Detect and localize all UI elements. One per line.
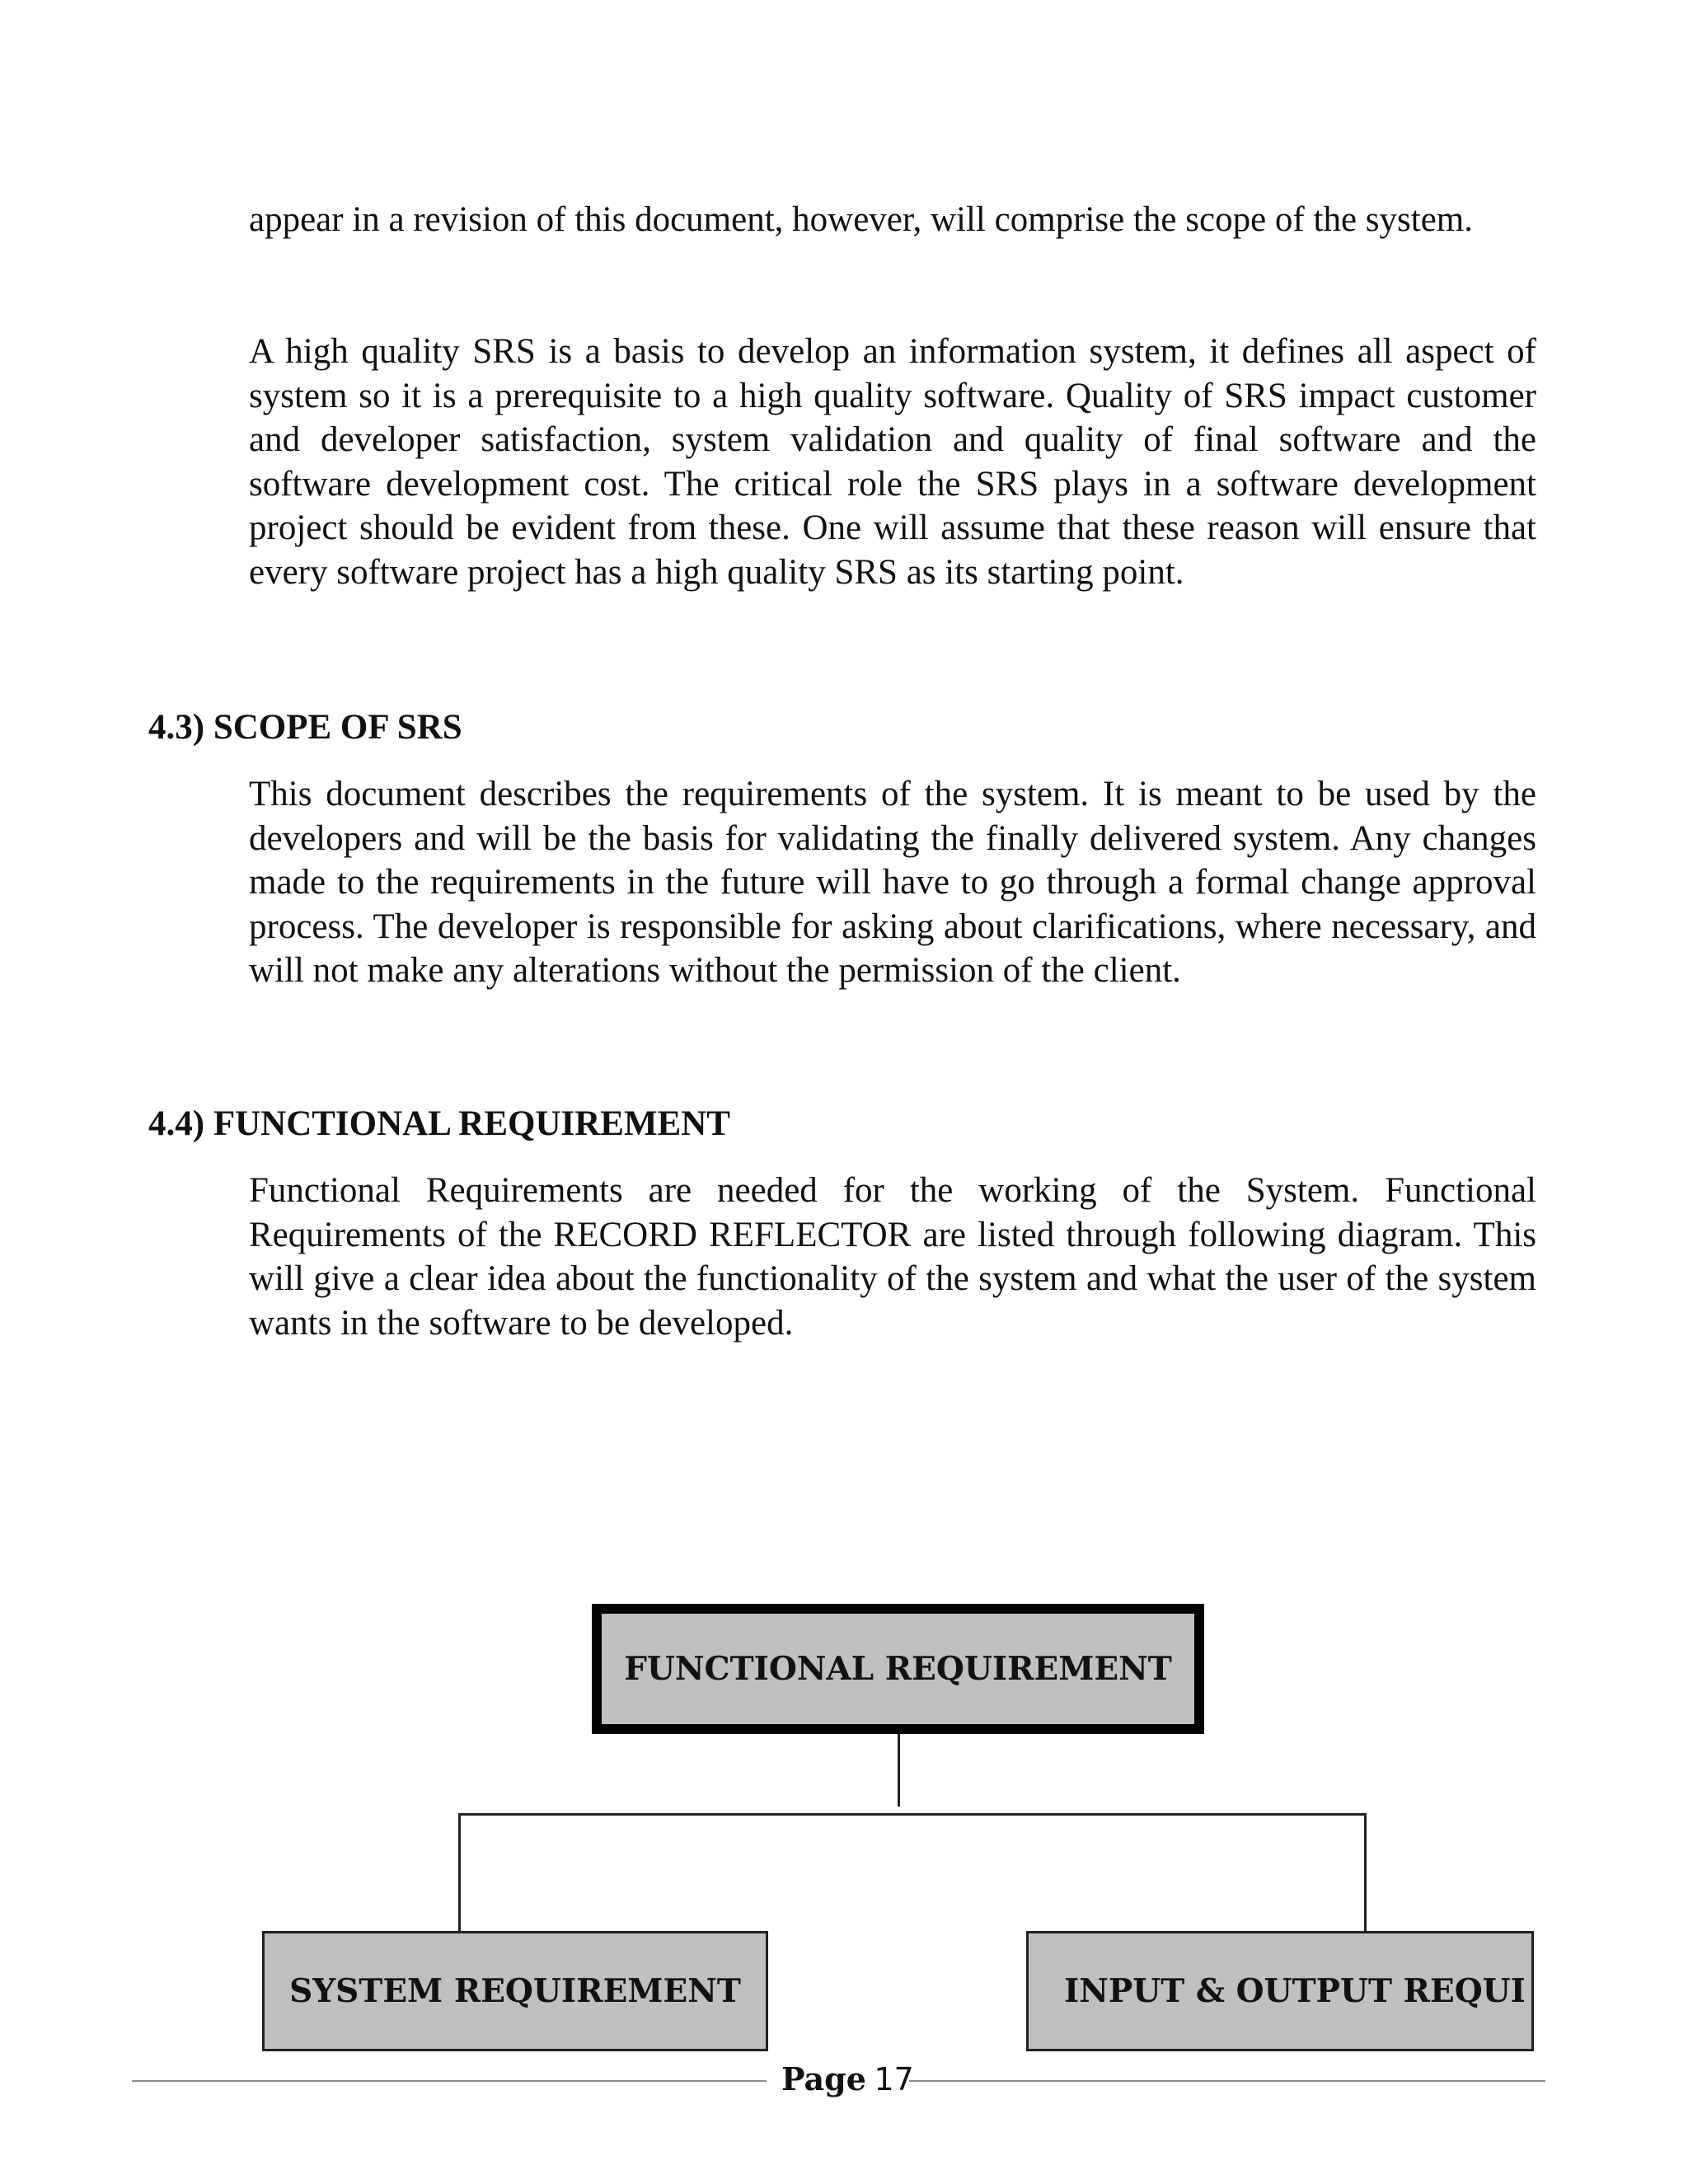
- connector-root-down: [898, 1734, 900, 1807]
- diagram-system-requirement-box: [262, 1931, 768, 2051]
- diagram-system-requirement-label: SYSTEM REQUIREMENT: [289, 1972, 741, 2010]
- diagram-input-output-label: INPUT & OUTPUT REQUI: [1064, 1972, 1526, 2010]
- footer-rule-right: [909, 2080, 1545, 2082]
- connector-left-down: [458, 1813, 461, 1931]
- section-heading-scope: 4.3) SCOPE OF SRS: [148, 708, 462, 747]
- connector-horizontal: [458, 1813, 1367, 1816]
- page-label: Page: [781, 2060, 866, 2097]
- section-heading-functional: 4.4) FUNCTIONAL REQUIREMENT: [148, 1104, 730, 1143]
- diagram-root-label: FUNCTIONAL REQUIREMENT: [624, 1650, 1172, 1688]
- footer-rule-left: [132, 2080, 767, 2082]
- connector-right-down: [1364, 1813, 1367, 1931]
- page-number: 17: [874, 2061, 914, 2097]
- page-footer: [781, 2060, 914, 2099]
- diagram-root-box: [592, 1604, 1204, 1734]
- scope-paragraph: This document describes the requirements of the system. It is meant to be used by the developers and will be the basis for validating the finally delivered system. Any changes made to the requirements in the future will have to go through a formal change approval process. The developer is responsible for asking about clarifications, where necessary, and will not make any alterations without the permission of the client.: [249, 775, 1536, 991]
- diagram-input-output-box: [1026, 1931, 1534, 2051]
- functional-paragraph: Functional Requirements are needed for the working of the System. Functional Requirements of the RECORD REFLECTOR are listed through following diagram. This will give a clear idea about the functionality of the system and what the user of the system wants in the software to be developed.: [249, 1171, 1536, 1343]
- srs-quality-paragraph: A high quality SRS is a basis to develop an information system, it defines all aspect of system so it is a prerequisite to a high quality software. Quality of SRS impact customer and developer satisfaction, system validation and quality of final software and the software development cost. The critical role the SRS plays in a software development project should be evident from these. One will assume that these reason will ensure that every software project has a high quality SRS as its starting point.: [249, 332, 1536, 592]
- intro-paragraph: appear in a revision of this document, however, will comprise the scope of the system.: [249, 200, 1473, 239]
